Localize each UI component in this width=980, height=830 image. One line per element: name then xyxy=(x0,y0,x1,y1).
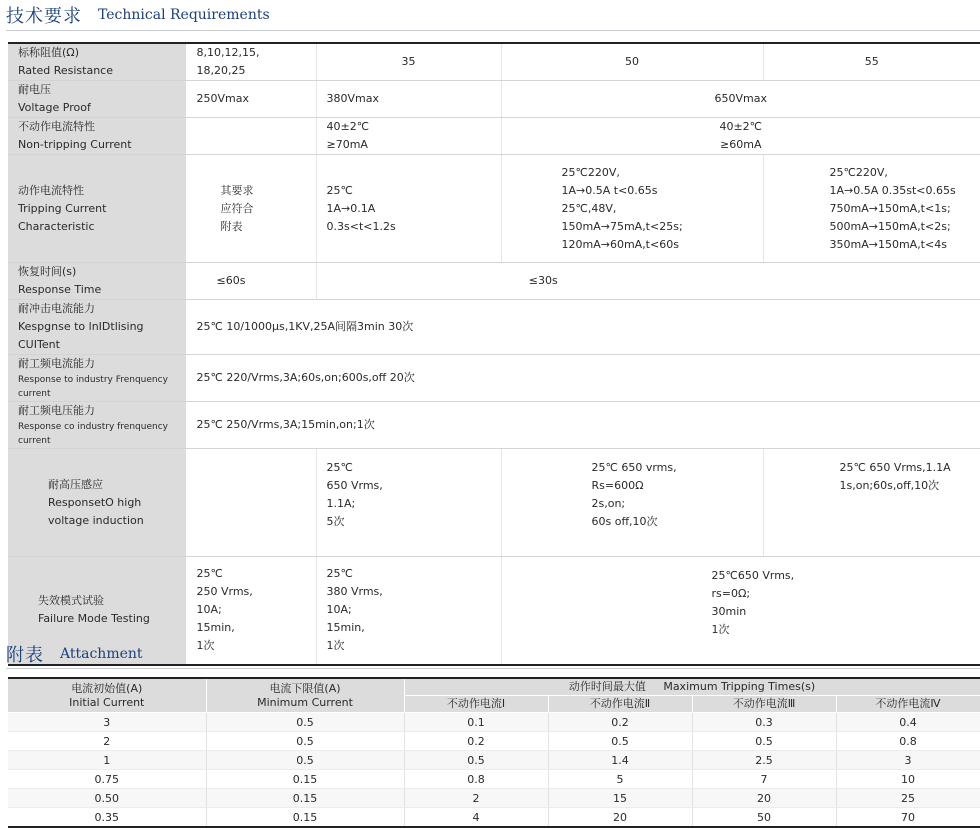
cell: 0.5 xyxy=(548,732,692,751)
label-freq-voltage: 耐工频电压能力 Response co industry frenquency current xyxy=(8,402,186,449)
hv-value-3: 25℃ 650 vrms, Rs=600Ω 2s,on; 60s off,10次 xyxy=(501,449,763,557)
table-row xyxy=(8,770,980,789)
cell: 0.15 xyxy=(206,770,404,789)
tripping-value-4: 25℃220V, 1A→0.5A 0.35st<0.65s 750mA→150mA,t<1s; 500mA→150mA,t<2s; 350mA→150mA,t<4s xyxy=(763,155,980,263)
att-title-cn: 附表 xyxy=(6,645,44,666)
cell: 3 xyxy=(836,751,980,770)
cell: 2 xyxy=(8,732,206,751)
nontrip-value-3: 40±2℃ ≥60mA xyxy=(501,118,980,155)
label-voltage-proof: 耐电压 Voltage Proof xyxy=(8,81,186,118)
label-response-time: 恢复时间(s) Response Time xyxy=(8,263,186,300)
cell: 0.50 xyxy=(8,789,206,808)
cell: 7 xyxy=(692,770,836,789)
row-non-tripping xyxy=(8,118,980,155)
hv-value-1 xyxy=(186,449,316,557)
table-row xyxy=(8,789,980,808)
cell: 0.15 xyxy=(206,808,404,828)
cell: 10 xyxy=(836,770,980,789)
rated-value-2: 35 xyxy=(316,43,501,81)
att-sub-header-2: 不动作电流Ⅱ xyxy=(548,696,692,713)
table-row xyxy=(8,751,980,770)
rated-value-3: 50 xyxy=(501,43,763,81)
att-sub-header-4: 不动作电流Ⅳ xyxy=(836,696,980,713)
table-row xyxy=(8,808,980,828)
tech-title-en: Technical Requirements xyxy=(98,7,270,23)
cell: 0.5 xyxy=(404,751,548,770)
att-section-title xyxy=(6,641,143,667)
label-failure-mode: 失效模式试验 Failure Mode Testing xyxy=(8,557,186,665)
table-row xyxy=(8,732,980,751)
label-impulse-current: 耐冲击电流能力 Kespgnse to lnIDtlising CUITent xyxy=(8,300,186,355)
cell: 70 xyxy=(836,808,980,828)
tech-title-rule xyxy=(6,30,980,31)
hv-value-2: 25℃ 650 Vrms, 1.1A; 5次 xyxy=(316,449,501,557)
cell: 50 xyxy=(692,808,836,828)
cell: 0.4 xyxy=(836,713,980,732)
cell: 0.3 xyxy=(692,713,836,732)
row-impulse-current xyxy=(8,300,980,355)
freq-voltage-value: 25℃ 250/Vrms,3A;15min,on;1次 xyxy=(186,402,980,449)
cell: 20 xyxy=(548,808,692,828)
cell: 0.5 xyxy=(206,732,404,751)
cell: 0.8 xyxy=(404,770,548,789)
label-tripping-current: 动作电流特性 Tripping Current Characteristic xyxy=(8,155,186,263)
label-rated-resistance: 标称阻值(Ω) Rated Resistance xyxy=(8,43,186,81)
att-header-initial: 电流初始值(A) Initial Current xyxy=(8,678,206,713)
tech-title-cn: 技术要求 xyxy=(6,6,82,27)
voltage-value-1: 250Vmax xyxy=(186,81,316,118)
response-value-2: ≤30s xyxy=(316,263,980,300)
table-row xyxy=(8,713,980,732)
tripping-value-2: 25℃ 1A→0.1A 0.3s<t<1.2s xyxy=(316,155,501,263)
voltage-value-3: 650Vmax xyxy=(501,81,980,118)
cell: 0.2 xyxy=(404,732,548,751)
cell: 0.1 xyxy=(404,713,548,732)
cell: 4 xyxy=(404,808,548,828)
attachment-table xyxy=(8,677,980,828)
cell: 0.75 xyxy=(8,770,206,789)
response-value-1: ≤60s xyxy=(186,263,316,300)
cell: 15 xyxy=(548,789,692,808)
att-sub-header-1: 不动作电流Ⅰ xyxy=(404,696,548,713)
cell: 0.5 xyxy=(692,732,836,751)
row-freq-current xyxy=(8,355,980,402)
cell: 3 xyxy=(8,713,206,732)
cell: 2.5 xyxy=(692,751,836,770)
cell: 0.35 xyxy=(8,808,206,828)
cell: 0.5 xyxy=(206,713,404,732)
label-non-tripping: 不动作电流特性 Non-tripping Current xyxy=(8,118,186,155)
rated-value-1: 8,10,12,15, 18,20,25 xyxy=(186,43,316,81)
hv-value-4: 25℃ 650 Vrms,1.1A 1s,on;60s,off,10次 xyxy=(763,449,980,557)
row-response-time xyxy=(8,263,980,300)
att-header-row-1 xyxy=(8,678,980,696)
cell: 0.2 xyxy=(548,713,692,732)
cell: 0.8 xyxy=(836,732,980,751)
freq-current-value: 25℃ 220/Vrms,3A;60s,on;600s,off 20次 xyxy=(186,355,980,402)
impulse-value: 25℃ 10/1000μs,1KV,25A间隔3min 30次 xyxy=(186,300,980,355)
att-header-max-times: 动作时间最大值 Maximum Tripping Times(s) xyxy=(404,678,980,696)
tripping-value-1: 其要求 应符合 附表 xyxy=(186,155,316,263)
row-tripping-current xyxy=(8,155,980,263)
voltage-value-2: 380Vmax xyxy=(316,81,501,118)
cell: 5 xyxy=(548,770,692,789)
att-sub-header-3: 不动作电流Ⅲ xyxy=(692,696,836,713)
cell: 0.5 xyxy=(206,751,404,770)
nontrip-value-2: 40±2℃ ≥70mA xyxy=(316,118,501,155)
att-title-en: Attachment xyxy=(60,646,143,662)
att-header-minimum: 电流下限值(A) Minimum Current xyxy=(206,678,404,713)
failure-value-3: 25℃650 Vrms, rs=0Ω; 30min 1次 xyxy=(501,557,980,665)
cell: 1.4 xyxy=(548,751,692,770)
att-title-rule xyxy=(6,668,980,669)
cell: 20 xyxy=(692,789,836,808)
cell: 1 xyxy=(8,751,206,770)
rated-value-4: 55 xyxy=(763,43,980,81)
failure-value-1: 25℃ 250 Vrms, 10A; 15min, 1次 xyxy=(186,557,316,665)
row-voltage-proof xyxy=(8,81,980,118)
nontrip-value-1 xyxy=(186,118,316,155)
row-freq-voltage xyxy=(8,402,980,449)
tech-section-title xyxy=(6,2,270,28)
row-rated-resistance xyxy=(8,43,980,81)
row-failure-mode xyxy=(8,557,980,665)
cell: 25 xyxy=(836,789,980,808)
label-hv-induction: 耐高压感应 ResponsetO high voltage induction xyxy=(8,449,186,557)
row-hv-induction xyxy=(8,449,980,557)
failure-value-2: 25℃ 380 Vrms, 10A; 15min, 1次 xyxy=(316,557,501,665)
label-freq-current: 耐工频电流能力 Response to industry Frenquency current xyxy=(8,355,186,402)
tripping-value-3: 25℃220V, 1A→0.5A t<0.65s 25℃,48V, 150mA→75mA,t<25s; 120mA→60mA,t<60s xyxy=(501,155,763,263)
technical-requirements-table xyxy=(8,42,980,666)
cell: 2 xyxy=(404,789,548,808)
cell: 0.15 xyxy=(206,789,404,808)
